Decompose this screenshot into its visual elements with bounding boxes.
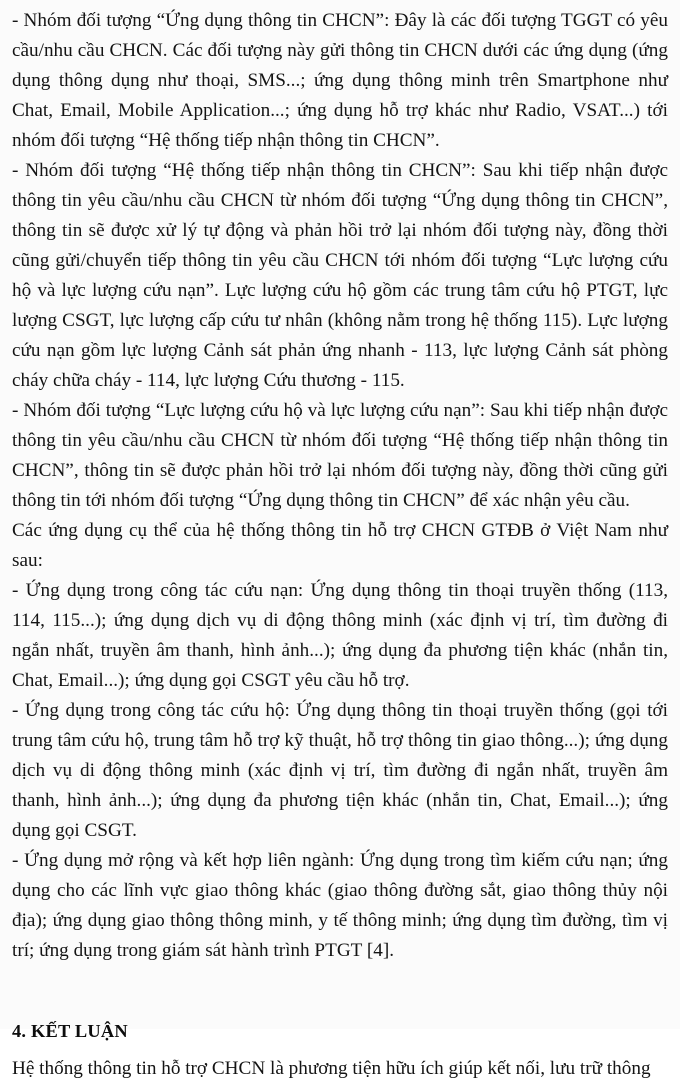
paragraph-ung-dung-mo-rong-lien-nganh: - Ứng dụng mở rộng và kết hợp liên ngành: Ứng dụng trong tìm kiếm cứu nạn; ứng dụng cho các lĩnh vực giao thông khác (giao thông đường sắt, giao thông thủy nội địa); ứng dụng giao thông thông minh, y tế thông minh; ứng dụng tìm đường, tìm vị trí; ứng dụng trong giám sát hành trình PTGT [4]. <box>12 850 668 961</box>
document-text-column <box>12 6 668 1084</box>
paragraph-ung-dung-cong-tac-cuu-ho: - Ứng dụng trong công tác cứu hộ: Ứng dụng thông tin thoại truyền thống (gọi tới trung tâm cứu hộ, trung tâm hỗ trợ kỹ thuật, hỗ trợ thông tin giao thông...); ứng dụng dịch vụ di động thông minh (xác định vị trí, tìm đường đi ngắn nhất, truyền âm thanh, hình ảnh...); ứng dụng đa phương tiện khác (nhắn tin, Chat, Email...); ứng dụng gọi CSGT. <box>12 700 668 841</box>
paragraph-luc-luong-cuu-ho-cuu-nan: - Nhóm đối tượng “Lực lượng cứu hộ và lực lượng cứu nạn”: Sau khi tiếp nhận được thông tin yêu cầu/nhu cầu CHCN từ nhóm đối tượng “Hệ thống tiếp nhận thông tin CHCN”, thông tin sẽ được phản hồi trở lại nhóm đối tượng này, đồng thời cũng gửi thông tin tới nhóm đối tượng “Ứng dụng thông tin CHCN” để xác nhận yêu cầu. <box>12 400 668 511</box>
paragraph-cac-ung-dung-cu-the: Các ứng dụng cụ thể của hệ thống thông tin hỗ trợ CHCN GTĐB ở Việt Nam như sau: <box>12 520 668 571</box>
section-heading-ket-luan: 4. KẾT LUẬN <box>12 1021 128 1041</box>
paragraph-ket-luan-opening: Hệ thống thông tin hỗ trợ CHCN là phương tiện hữu ích giúp kết nối, lưu trữ thông <box>12 1058 651 1079</box>
heading-spacer <box>12 966 668 1016</box>
paragraph-ung-dung-thong-tin-chcn: - Nhóm đối tượng “Ứng dụng thông tin CHCN”: Đây là các đối tượng TGGT có yêu cầu/nhu cầu CHCN. Các đối tượng này gửi thông tin CHCN dưới các ứng dụng (ứng dụng thông dụng như thoại, SMS...; ứng dụng thông minh trên Smartphone như Chat, Email, Mobile Application...; ứng dụng hỗ trợ khác như Radio, VSAT...) tới nhóm đối tượng “Hệ thống tiếp nhận thông tin CHCN”. <box>12 10 668 151</box>
paragraph-ung-dung-cong-tac-cuu-nan: - Ứng dụng trong công tác cứu nạn: Ứng dụng thông tin thoại truyền thống (113, 114, 115...); ứng dụng dịch vụ di động thông minh (xác định vị trí, tìm đường đi ngắn nhất, truyền âm thanh, hình ảnh...); ứng dụng đa phương tiện khác (nhắn tin, Chat, Email...); ứng dụng gọi CSGT yêu cầu hỗ trợ. <box>12 580 668 691</box>
post-heading-spacer <box>12 1046 668 1054</box>
paragraph-he-thong-tiep-nhan-thong-tin-chcn: - Nhóm đối tượng “Hệ thống tiếp nhận thông tin CHCN”: Sau khi tiếp nhận được thông tin yêu cầu/nhu cầu CHCN từ nhóm đối tượng “Ứng dụng thông tin CHCN”, thông tin sẽ được xử lý tự động và phản hồi trở lại nhóm đối tượng này, đồng thời cũng gửi/chuyển tiếp thông tin yêu cầu CHCN tới nhóm đối tượng “Lực lượng cứu hộ và lực lượng cứu nạn”. Lực lượng cứu hộ gồm các trung tâm cứu hộ PTGT, lực lượng CSGT, lực lượng cấp cứu tư nhân (không nằm trong hệ thống 115). Lực lượng cứu nạn gồm lực lượng Cảnh sát phản ứng nhanh - 113, lực lượng Cảnh sát phòng cháy chữa cháy - 114, lực lượng Cứu thương - 115. <box>12 160 668 391</box>
